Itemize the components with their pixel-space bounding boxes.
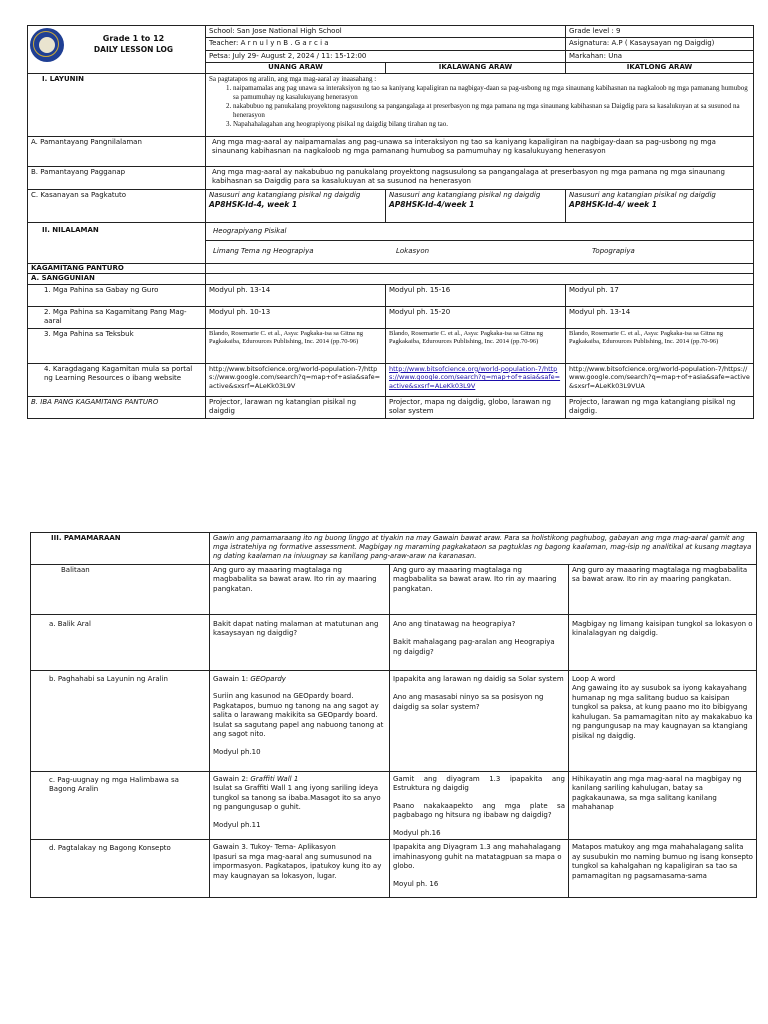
resource-label: 2. Mga Pahina sa Kagamitang Pang Mag-aaral (28, 306, 206, 328)
nilalaman-label: II. NILALAMAN (28, 222, 206, 263)
grade-range: Grade 1 to 12 (102, 34, 165, 43)
resource-label: 4. Karagdagang Kagamitan mula sa portal ng Learning Resources o ibang website (28, 363, 206, 396)
resource-cell: Modyul ph. 10-13 (206, 306, 386, 328)
other-materials-cell: Projector, larawan ng katangian pisikal ng daigdig (206, 396, 386, 418)
pag-uugnay-label: c. Pag-uugnay ng mga Halimbawa sa Bagong Aralin (31, 772, 210, 840)
performance-standard-label: B. Pamantayang Pagganap (28, 166, 206, 189)
resource-label: 1. Mga Pahina sa Gabay ng Guro (28, 284, 206, 306)
quarter-field: Markahan: Una (566, 50, 754, 62)
layunin-item: 3. Napahahalagahan ang heograpiyong pisikal ng daigdig bilang tirahan ng tao. (233, 120, 750, 129)
grade-level-field: Grade level : 9 (566, 26, 754, 38)
resource-link[interactable]: http://www.bitsofcience.org/world-population-7/https://www.google.com/search?q=map+of+asia&safe=active&sxsrf=ALeKk03L9VUA (566, 363, 754, 396)
pagtalakay-day3: Matapos matukoy ang mga mahahalagang salita ay susubukin mo naming bumuo ng isang konsepto tungkol sa kahalgahan ng kapaligiran sa tao sa pamamagitan ng pagsamasama-sama (569, 840, 757, 898)
other-materials-cell: Projecto, larawan ng mga katangiang pisikal ng daigdig. (566, 396, 754, 418)
subject-field: Asignatura: A.P ( Kasaysayan ng Daigdig) (566, 38, 754, 50)
teacher-field: Teacher: A r n u l y n B . G a r c i a (206, 38, 566, 50)
pag-uugnay-day2: Gamit ang diyagram 1.3 ipapakita ang Estruktura ng daigdig Paano nakakaapekto ang mga plate sa pagbabago ng hitsura ng ibabaw ng daigdig? Modyul ph.16 (390, 772, 569, 840)
pag-uugnay-day1: Gawain 2: Graffiti Wall 1 Isulat sa Graffiti Wall 1 ang iyong sariling ideya tungkol sa tanong sa ibaba.Masagot ito sa anyo ng pangungusap o guhit. Modyul ph.11 (210, 772, 390, 840)
other-materials-label: B. IBA PANG KAGAMITANG PANTURO (28, 396, 206, 418)
balik-aral-label: a. Balik Aral (31, 615, 210, 671)
resource-link[interactable]: http://www.bitsofcience.org/world-population-7/https://www.google.com/search?q=map+of+asia&safe=active&sxsrf=ALeKk03L9V (206, 363, 386, 396)
layunin-item: 2. nakabubuo ng panukalang proyektong nagsusulong sa pangangalaga at preserbasyon ng mga pamana ng mga sinaunang kabihasnan sa Daigdig para sa kasalukuyan at sa susunod na henerasyon (233, 102, 750, 120)
textbook-cell: Blando, Rosemarie C. et al., Asya: Pagkaka-isa sa Gitna ng Pagkakaiba, Edurources Publishing, Inc. 2014 (pp.70-96) (206, 328, 386, 363)
other-materials-cell: Projector, mapa ng daigdig, globo, larawan ng solar system (386, 396, 566, 418)
balik-aral-day3: Magbigay ng limang kaisipan tungkol sa lokasyon o kinalalagyan ng daigdig. (569, 615, 757, 671)
balitaan-day1: Ang guro ay maaaring magtalaga ng magbabalita sa bawat araw. Ito rin ay maaring pangkatan. (210, 565, 390, 615)
dll-top-table (27, 25, 754, 419)
balik-aral-day2: Ano ang tinatawag na heograpiya? Bakit mahalagang pag-aralan ang Heograpiya ng daigdig? (390, 615, 569, 671)
resource-cell: Modyul ph. 15-16 (386, 284, 566, 306)
paghahabi-day2: Ipapakita ang larawan ng daidig sa Solar system Ano ang masasabi ninyo sa sa posisyon ng daigdig sa solar system? (390, 671, 569, 772)
pagtalakay-day1: Gawain 3. Tukoy- Tema- Aplikasyon Ipasuri sa mga mag-aaral ang sumusunod na impormasyon. Pagkatapos, ipatukoy kung ito ay may kaugnayan sa lokasyon, lugar. (210, 840, 390, 898)
day-header-3: IKATLONG ARAW (566, 63, 754, 73)
paghahabi-label: b. Paghahabi sa Layunin ng Aralin (31, 671, 210, 772)
log-title: DAILY LESSON LOG (93, 44, 174, 54)
content-standard-text: Ang mga mag-aaral ay naipamamalas ang pag-unawa sa interaksiyon ng tao sa kaniyang kapaligiran na nagbigay-daan sa pag-usbong ng mga sinaunang kabihasnan na nagkaloob ng mga pamanang humubog sa pamumuhay ng kasalukuyang henerasyon (206, 136, 754, 166)
nilalaman-topic: Heograpiyang Pisikal (206, 223, 753, 241)
competency-day2: Nasusuri ang katangiang pisikal ng daigdig AP8HSK-Id-4/week 1 (386, 189, 566, 222)
resource-label: 3. Mga Pahina sa Teksbuk (28, 328, 206, 363)
resource-cell: Modyul ph. 13-14 (566, 306, 754, 328)
kagamitang-panturo-label: KAGAMITANG PANTURO (28, 263, 206, 273)
balitaan-day2: Ang guro ay maaaring magtalaga ng magbabalita sa bawat araw. Ito rin ay maaring pangkatan. (390, 565, 569, 615)
sanggunian-label: A. SANGGUNIAN (28, 274, 206, 284)
paghahabi-day3: Loop A word Ang gawaing ito ay susubok sa iyong kakayahang humanap ng mga salitang buduo sa kaisipan tungkol sa paksa, at kung paano mo ito bibigyang kahulugan. Sa pamamagitan nito ay makakabuo ka ng pangungusap na may kaugnayan sa ktangiang pisikal ng daigdig. (569, 671, 757, 772)
layunin-content (206, 73, 754, 136)
pamamaraan-table (30, 532, 757, 898)
balitaan-label: Balitaan (31, 565, 210, 615)
pagtalakay-label: d. Pagtalakay ng Bagong Konsepto (31, 840, 210, 898)
resource-cell: Modyul ph. 13-14 (206, 284, 386, 306)
competency-day3: Nasusuri ang katangian pisikal ng daigdig AP8HSK-Id-4/ week 1 (566, 189, 754, 222)
pag-uugnay-day3: Hihikayatin ang mga mag-aaral na magbigay ng kanilang sariling kahulugan, batay sa pagkakaunawa, sa mga salitang kanilang mahahanap (569, 772, 757, 840)
resource-cell: Modyul ph. 15-20 (386, 306, 566, 328)
date-field: Petsa: July 29- August 2, 2024 / 11: 15-12:00 (206, 50, 566, 62)
content-standard-label: A. Pamantayang Pangnilalaman (28, 136, 206, 166)
layunin-intro: Sa pagtatapos ng aralin, ang mga mag-aaral ay inaasahang : (209, 74, 377, 83)
competency-label: C. Kasanayan sa Pagkatuto (28, 189, 206, 222)
competency-day1: Nasusuri ang katangiang pisikal ng daigdig AP8HSK-Id-4, week 1 (206, 189, 386, 222)
textbook-cell: Blando, Rosemarie C. et al., Asya: Pagkaka-isa sa Gitna ng Pagkakaiba, Edurources Publishing, Inc. 2014 (pp.70-96) (566, 328, 754, 363)
pamamaraan-intro: Gawin ang pamamaraang ito ng buong linggo at tiyakin na may Gawain bawat araw. Para sa holistikong paghubog, gabayan ang mga mag-aaral gamit ang mga istratehiya ng formative assessment. Magbigay ng maraming pagkakataon sa pagtuklas ng bagong kaalaman, mag-isip ng analitikal at kusang magtaya ng dating kaalaman na iniuugnay sa kanilang pang-araw-araw na karanasan. (210, 533, 757, 565)
balik-aral-day1: Bakit dapat nating malaman at matutunan ang kasaysayan ng daigdig? (210, 615, 390, 671)
balitaan-day3: Ang guro ay maaaring magtalaga ng magbabalita sa bawat araw. Ito rin ay maaring pangkatan. (569, 565, 757, 615)
textbook-cell: Blando, Rosemarie C. et al., Asya: Pagkaka-isa sa Gitna ng Pagkakaiba, Edurources Publishing, Inc. 2014 (pp.70-96) (386, 328, 566, 363)
performance-standard-text: Ang mga mag-aaral ay nakabubuo ng panukalang proyektong nagsusulong sa pangangalaga at preserbasyon ng mga pamana ng mga sinaunang kabihasnan sa Daigdig para sa kasalukuyan at sa susunod na henerasyon (206, 166, 754, 189)
day-header-1: UNANG ARAW (206, 63, 386, 73)
school-field: School: San Jose National High School (206, 26, 566, 38)
layunin-label: I. LAYUNIN (28, 73, 206, 136)
paghahabi-day1: Gawain 1: GEOpardy Suriin ang kasunod na GEOpardy board. Pagkatapos, bumuo ng tanong na ang sagot ay salita o larawang makikita sa GEOpardy board. Isulat sa sagutang papel ang nabuong tanong at ang sagot nito. Modyul ph.10 (210, 671, 390, 772)
theme-1: Limang Tema ng Heograpiya (213, 246, 314, 255)
theme-3: Topograpiya (592, 246, 635, 255)
pagtalakay-day2: Ipapakita ang Diyagram 1.3 ang mahahalagang imahinasyong guhit na matatagpuan sa mapa o globo. Moyul ph. 16 (390, 840, 569, 898)
nilalaman-content (206, 222, 754, 263)
theme-2: Lokasyon (396, 246, 430, 255)
pamamaraan-label: III. PAMAMARAAN (31, 533, 210, 565)
header-title-cell (28, 26, 206, 74)
day-header-2: IKALAWANG ARAW (386, 63, 566, 73)
layunin-item: 1. naipamamalas ang pag unawa sa interaksiyon ng tao sa kaniyang kapaligiran na nagbigay-daan sa pag-usbong ng mga sinaunang kabihasnan na nagkaloob ng mga pamanang humubog sa pamumuhay ng kasalukuyang henerasyon (233, 84, 750, 102)
layunin-list (209, 84, 750, 129)
resource-cell: Modyul ph. 17 (566, 284, 754, 306)
resource-link[interactable]: http://www.bitsofcience.org/world-population-7/https://www.google.com/search?q=map+of+asia&safe=active&sxsrf=ALeKk03L9V (386, 363, 566, 396)
deped-seal-logo (30, 28, 64, 62)
